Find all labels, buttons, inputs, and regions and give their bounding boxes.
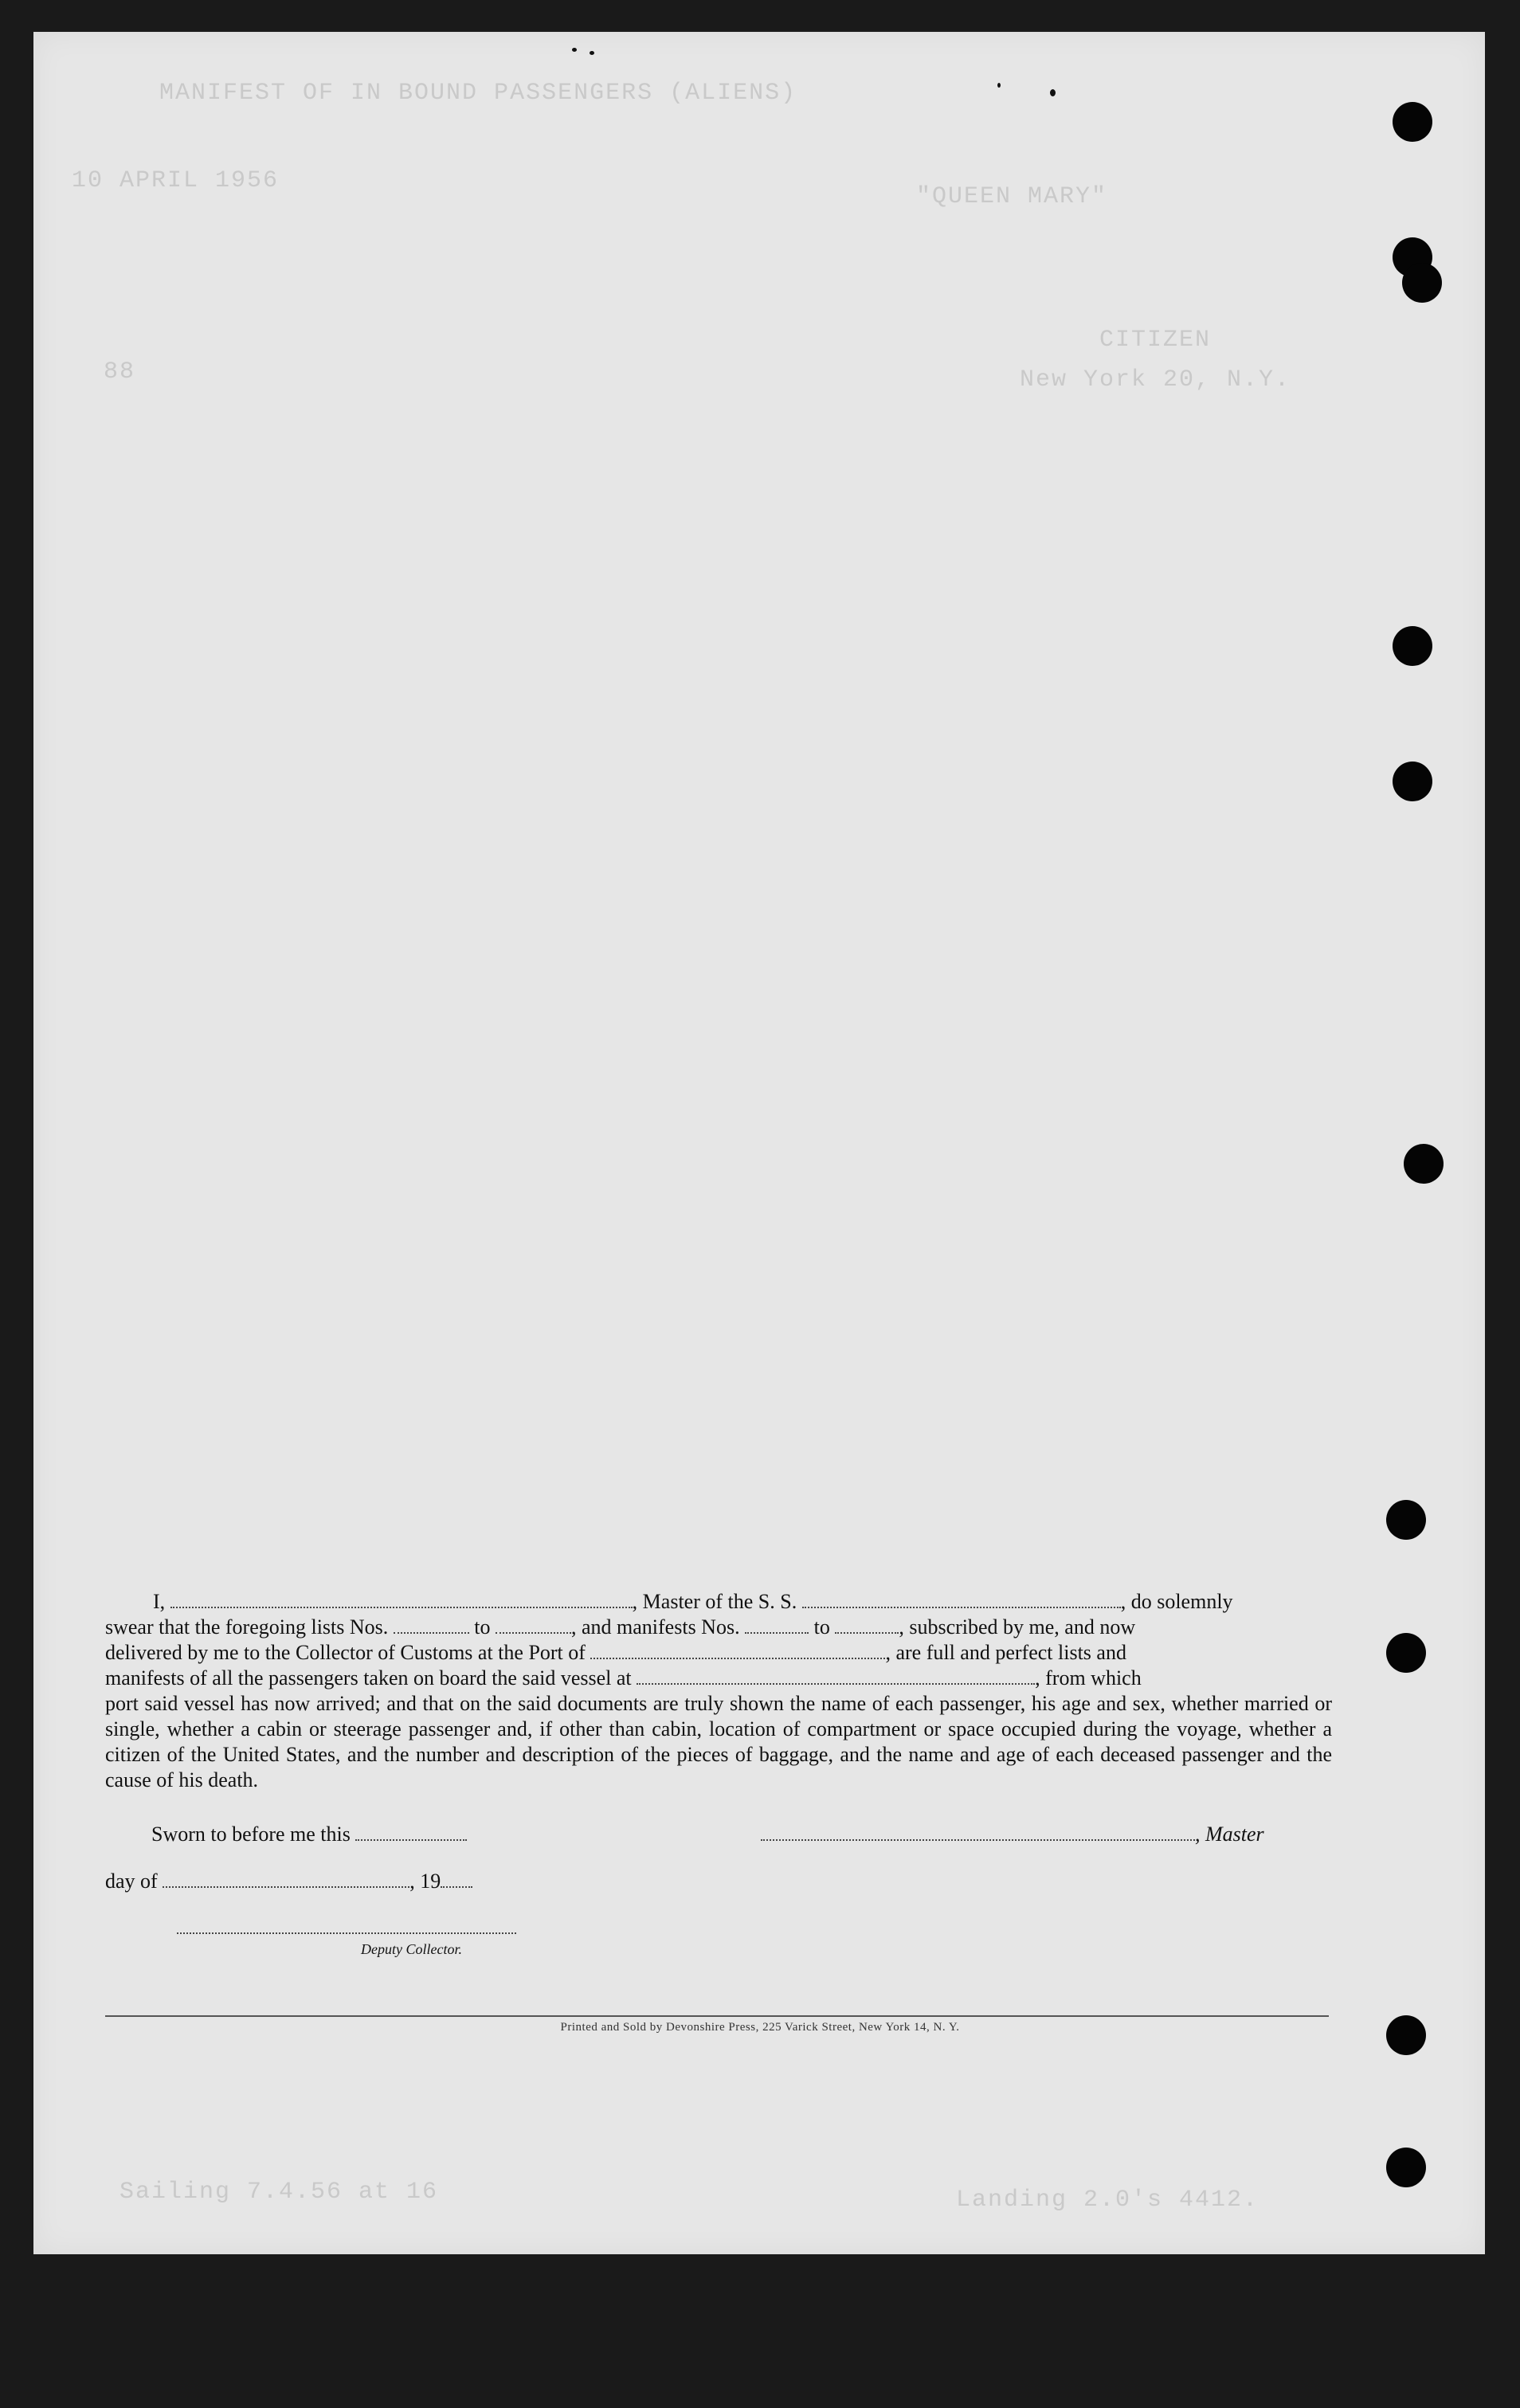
oath-text: , from which [1035, 1666, 1142, 1690]
punch-hole [1386, 1500, 1426, 1540]
oath-text: , subscribed by me, and now [899, 1615, 1136, 1639]
bleed-through-text: 88 [104, 358, 136, 386]
oath-text: I, [153, 1590, 166, 1613]
bleed-through-text: "QUEEN MARY" [916, 183, 1108, 210]
speck [572, 48, 577, 52]
bleed-through-text: CITIZEN [1099, 327, 1212, 354]
punch-hole [1404, 1144, 1444, 1184]
manifest-to-field[interactable] [835, 1616, 899, 1634]
oath-text: manifests of all the passengers taken on board the said vessel at [105, 1666, 632, 1690]
oath-line-4 [105, 1666, 1332, 1691]
oath-text: to [474, 1615, 491, 1639]
speck [590, 51, 594, 55]
oath-text: , are full and perfect lists and [885, 1641, 1126, 1664]
list-from-field[interactable] [394, 1616, 469, 1634]
oath-text: to [813, 1615, 830, 1639]
bleed-through-text: Landing 2.0's 4412. [956, 2187, 1259, 2214]
port-field[interactable] [590, 1642, 885, 1659]
bleed-through-text: 10 APRIL 1956 [72, 167, 280, 194]
punch-hole [1393, 762, 1432, 801]
deputy-line [177, 1916, 516, 1940]
oath-line-2 [105, 1615, 1332, 1640]
punch-hole [1393, 626, 1432, 666]
bleed-through-text: New York 20, N.Y. [1020, 366, 1291, 394]
deputy-collector-label: Deputy Collector. [361, 1941, 462, 1957]
year-label: , 19 [409, 1870, 441, 1893]
date-line [105, 1870, 472, 1893]
deputy-signature-field[interactable] [177, 1917, 516, 1934]
printer-imprint: Printed and Sold by Devonshire Press, 225 Varick Street, New York 14, N. Y. [560, 2021, 960, 2034]
list-to-field[interactable] [496, 1616, 571, 1634]
oath-line-1 [105, 1589, 1332, 1615]
punch-hole [1386, 1633, 1426, 1673]
master-signature-field[interactable] [761, 1823, 1195, 1841]
year-field[interactable] [441, 1870, 472, 1888]
bleed-through-text: Sailing 7.4.56 at 16 [119, 2179, 439, 2206]
master-name-field[interactable] [170, 1591, 633, 1608]
month-field[interactable] [163, 1870, 409, 1888]
sworn-day-field[interactable] [355, 1823, 467, 1841]
master-signature-line [761, 1823, 1264, 1846]
punch-hole [1402, 263, 1442, 303]
footer-rule [105, 2015, 1329, 2017]
oath-body: port said vessel has now arrived; and that on the said documents are truly shown the name of each passenger, his age and sex, whether married or single, whether a cabin or steerage passenger and, if other than cabin, location of compartment or space occupied during the voyage, whether a citizen of the United States, and the number and description of the pieces of baggage, and the name and age of each deceased passenger and the cause of his death. [105, 1692, 1332, 1791]
oath-text: , and manifests Nos. [571, 1615, 740, 1639]
punch-hole [1393, 102, 1432, 142]
ship-name-field[interactable] [802, 1591, 1121, 1608]
sworn-label: Sworn to before me this [151, 1823, 351, 1846]
punch-hole [1386, 2148, 1426, 2187]
speck [1050, 89, 1056, 96]
oath-text: , do solemnly [1120, 1590, 1233, 1613]
oath-text: , Master of the S. S. [632, 1590, 797, 1613]
oath-text: swear that the foregoing lists Nos. [105, 1615, 389, 1639]
bleed-through-text: MANIFEST OF IN BOUND PASSENGERS (ALIENS) [159, 80, 797, 107]
manifest-from-field[interactable] [745, 1616, 809, 1634]
oath-text: delivered by me to the Collector of Customs at the Port of [105, 1641, 586, 1664]
sworn-line [151, 1823, 467, 1846]
master-oath [105, 1589, 1332, 1793]
speck [997, 83, 1001, 88]
departure-port-field[interactable] [637, 1667, 1035, 1685]
oath-line-3 [105, 1640, 1332, 1666]
master-label: , Master [1195, 1823, 1264, 1846]
day-of-label: day of [105, 1870, 158, 1893]
